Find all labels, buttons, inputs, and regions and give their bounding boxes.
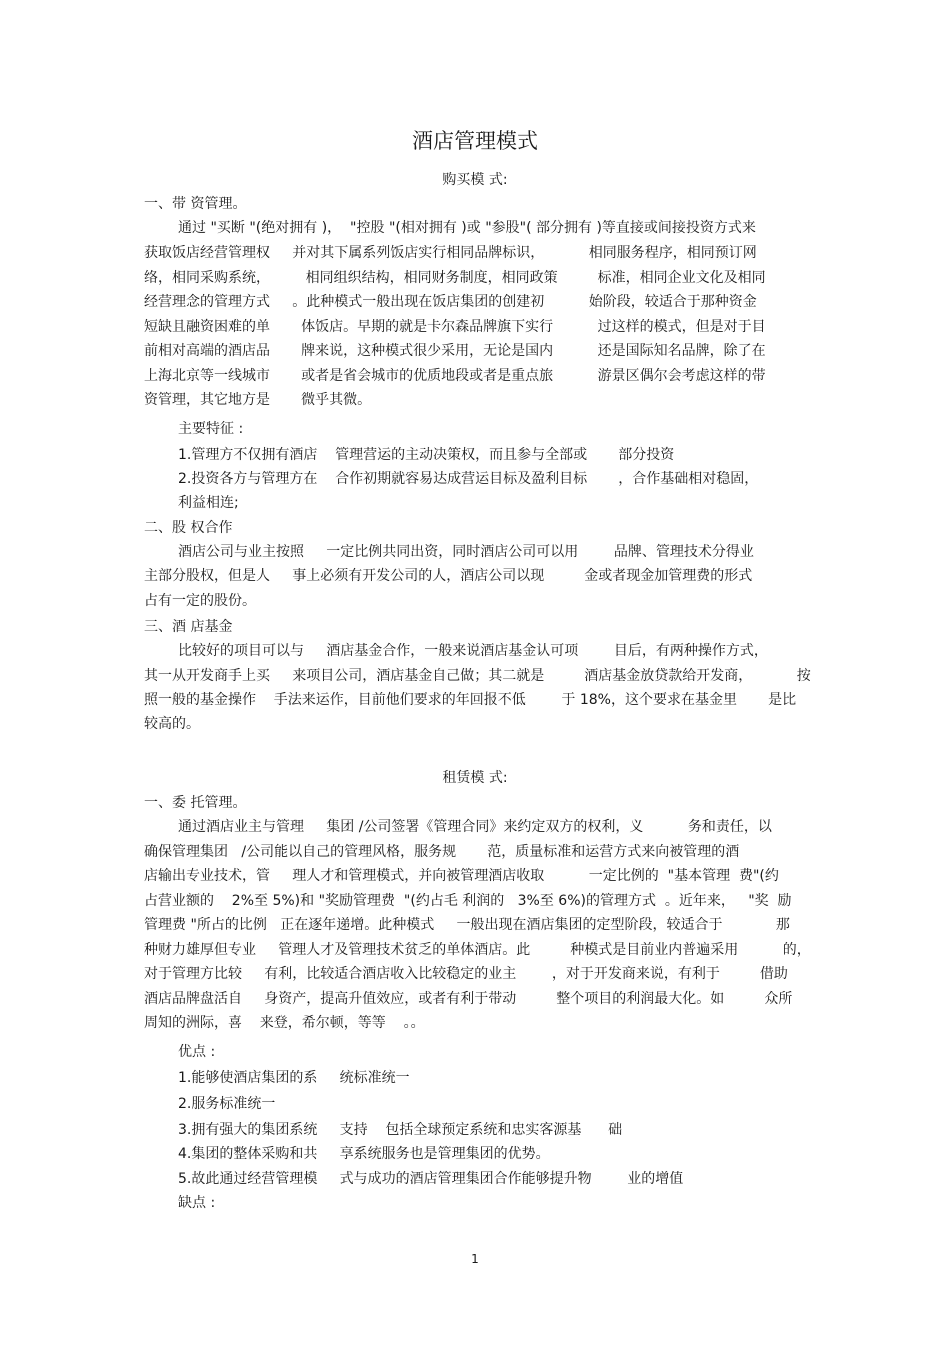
paragraph-line: 通过酒店业主与管理 集团 /公司签署《管理合同》来约定双方的权利，义 务和责任，以	[178, 819, 772, 835]
paragraph-line: 对于管理方比较 有利，比较适合酒店收入比较稳定的业主 ，对于开发商来说，有利于 借助	[144, 966, 788, 982]
section-heading-lease: 租赁模 式:	[442, 770, 508, 786]
paragraph-line: 种财力雄厚但专业 管理人才及管理技术贫乏的单体酒店。此 种模式是目前业内普遍采用 的，	[144, 942, 811, 958]
paragraph-line: 店输出专业技术，管 理人才和管理模式，并向被管理酒店收取 一定比例的 "基本管理 费"(约	[144, 868, 779, 884]
pros-item: 2.服务标准统一	[178, 1096, 276, 1112]
paragraph-line: 管理费 "所占的比例 正在逐年递增。此种模式 一般出现在酒店集团的定型阶段，较适合于 那	[144, 917, 790, 933]
paragraph-line: 资管理，其它地方是 微乎其微。	[144, 392, 372, 408]
paragraph-line: 酒店品牌盘活自 身资产，提高升值效应，或者有利于带动 整个项目的利润最大化。如 众所	[144, 991, 793, 1007]
paragraph-line: 络，相同采购系统， 相同组织结构，相同财务制度，相同政策 标准，相同企业文化及相同	[144, 270, 766, 286]
paragraph-line: 照一般的基金操作 手法来运作，目前他们要求的年回报不低 于 18%，这个要求在基金里 是比	[144, 692, 797, 708]
pros-item: 5.故此通过经营管理模 式与成功的酒店管理集团合作能够提升物 业的增值	[178, 1171, 684, 1187]
page-number: 1	[471, 1252, 479, 1266]
document-title: 酒店管理模式	[412, 129, 538, 153]
paragraph-line: 占营业额的 2%至 5%)和 "奖励管理费 "(约占毛 利润的 3%至 6%)的管理方式 。近年来， "奖 励	[144, 893, 792, 909]
paragraph-line: 较高的。	[144, 716, 200, 732]
pros-title: 优点 :	[178, 1044, 216, 1060]
paragraph-line: 短缺且融资困难的单 体饭店。早期的就是卡尔森品牌旗下实行 过这样的模式，但是对于目	[144, 319, 766, 335]
paragraph-line: 经营理念的管理方式 。此种模式一般出现在饭店集团的创建初 始阶段，较适合于那种资金	[144, 294, 757, 310]
paragraph-line: 通过 "买断 "(绝对拥有 )， "控股 "(相对拥有 )或 "参股"( 部分拥有 )等直接或间接投资方式来	[178, 220, 756, 236]
paragraph-line: 主部分股权，但是人 事上必须有开发公司的人，酒店公司以现 金或者现金加管理费的形式	[144, 568, 753, 584]
paragraph-line: 上海北京等一线城市 或者是省会城市的优质地段或者是重点旅 游景区偶尔会考虑这样的带	[144, 368, 766, 384]
pros-item: 1.能够使酒店集团的系 统标准统一	[178, 1070, 410, 1086]
subsection-title: 二、股 权合作	[144, 520, 233, 536]
paragraph-line: 比较好的项目可以与 酒店基金合作，一般来说酒店基金认可项 目后，有两种操作方式，	[178, 643, 768, 659]
subsection-title: 三、酒 店基金	[144, 619, 233, 635]
paragraph-line: 周知的洲际，喜 来登，希尔顿，等等 。。	[144, 1015, 425, 1031]
subsection-title: 一、委 托管理。	[144, 795, 247, 811]
features-title: 主要特征 :	[178, 421, 244, 437]
pros-item: 3.拥有强大的集团系统 支持 包括全球预定系统和忠实客源基 础	[178, 1122, 623, 1138]
cons-title: 缺点 :	[178, 1195, 216, 1211]
paragraph-line: 酒店公司与业主按照 一定比例共同出资，同时酒店公司可以用 品牌、管理技术分得业	[178, 544, 754, 560]
subsection-title: 一、带 资管理。	[144, 196, 247, 212]
paragraph-line: 前相对高端的酒店品 牌来说，这种模式很少采用，无论是国内 还是国际知名品牌，除了在	[144, 343, 766, 359]
paragraph-line: 其一从开发商手上买 来项目公司，酒店基金自己做；其二就是 酒店基金放贷款给开发商， 按	[144, 668, 811, 684]
paragraph-line: 占有一定的股份。	[144, 593, 256, 609]
section-heading-purchase: 购买模 式:	[442, 172, 508, 188]
feature-item: 利益相连;	[178, 495, 239, 511]
pros-item: 4.集团的整体采购和共 享系统服务也是管理集团的优势。	[178, 1146, 550, 1162]
paragraph-line: 确保管理集团 /公司能以自己的管理风格，服务规 范，质量标准和运营方式来向被管理的酒	[144, 844, 740, 860]
paragraph-line: 获取饭店经营管理权 并对其下属系列饭店实行相同品牌标识， 相同服务程序，相同预订网	[144, 245, 757, 261]
feature-item: 1.管理方不仅拥有酒店 管理营运的主动决策权，而且参与全部或 部分投资	[178, 447, 675, 463]
feature-item: 2.投资各方与管理方在 合作初期就容易达成营运目标及盈利目标 ，合作基础相对稳固，	[178, 471, 759, 487]
